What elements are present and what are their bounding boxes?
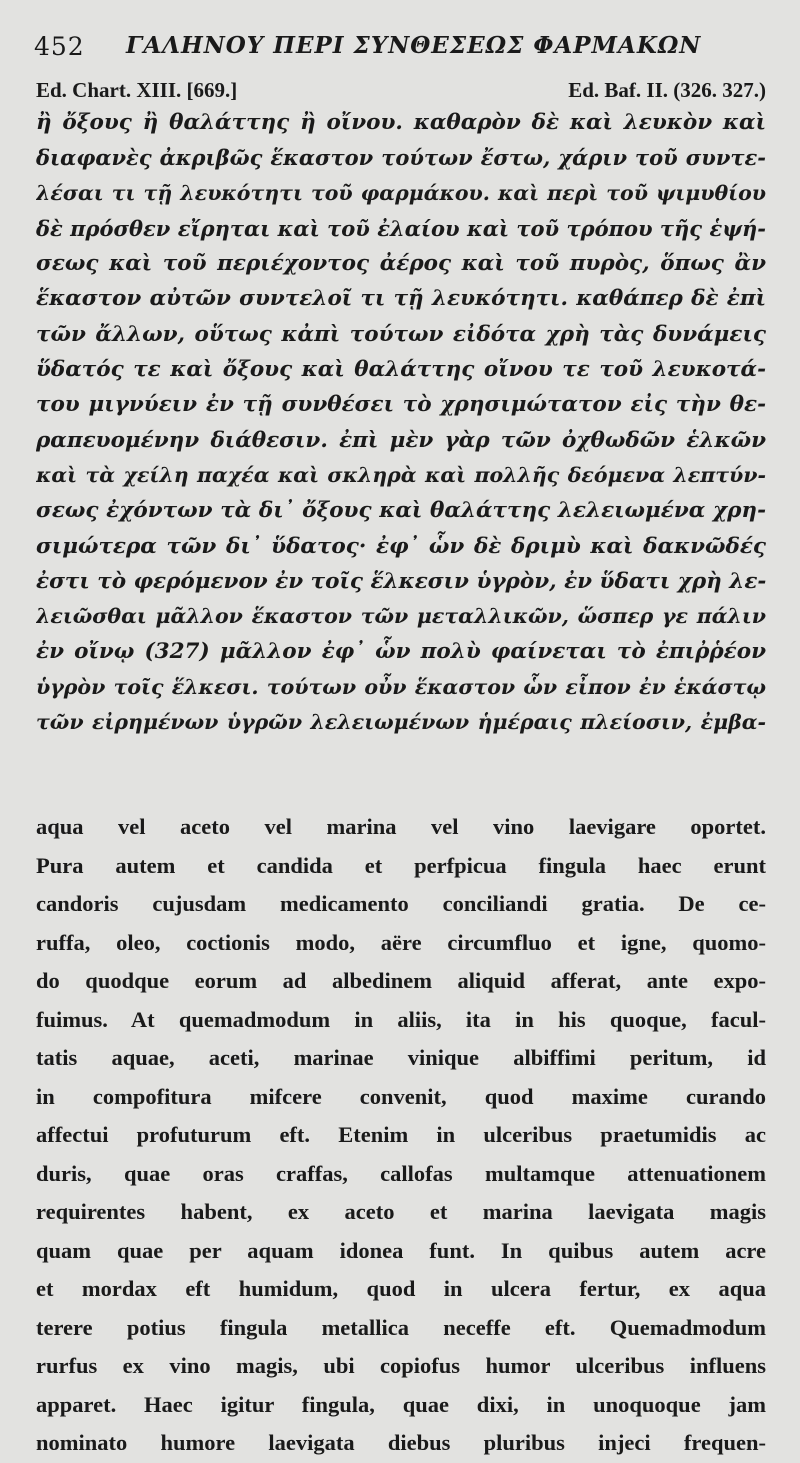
edition-chartier-reference: Ed. Chart. XIII. [669.] <box>36 78 238 102</box>
latin-text-line: tatis aquae, aceti, marinae vinique albiffimi peritum, id <box>36 1045 766 1070</box>
edition-reference-line <box>36 78 766 108</box>
greek-text-line: σιμώτερα τῶν δι᾽ ὕδατος· ἐφ᾽ ὧν δὲ δριμὺ καὶ δακνῶδές <box>36 533 766 559</box>
running-title: ΓΑΛΗΝΟΥ ΠΕΡΙ ΣΥΝΘΕΣΕΩΣ ΦΑΡΜΑΚΩΝ <box>126 32 702 59</box>
greek-text-line: δὲ πρόσθεν εἴρηται καὶ τοῦ ἐλαίου καὶ τοῦ τρόπου τῆς ἑψή- <box>36 215 766 241</box>
greek-text-line: διαφανὲς ἀκριβῶς ἕκαστον τούτων ἔστω, χάριν τοῦ συντε- <box>36 145 766 171</box>
greek-text-line: του μιγνύειν ἐν τῇ συνθέσει τὸ χρησιμώτατον εἰς τὴν θε- <box>36 392 766 418</box>
latin-text-line: nominato humore laevigata diebus pluribus injeci frequen- <box>36 1430 766 1455</box>
page-number: 452 <box>34 32 85 61</box>
greek-text-line: ἕκαστον αὐτῶν συντελοῖ τι τῇ λευκότητι. καθάπερ δὲ ἐπὶ <box>36 286 766 312</box>
greek-text-block <box>36 105 766 740</box>
latin-text-line: apparet. Haec igitur fingula, quae dixi, in unoquoque jam <box>36 1391 766 1417</box>
latin-text-line: Pura autem et candida et perfpicua fingula haec erunt <box>36 852 766 878</box>
greek-text-line: σεως ἐχόντων τὰ δι᾽ ὄξους καὶ θαλάττης λελειωμένα χρη- <box>36 498 766 524</box>
greek-text-line: καὶ τὰ χείλη παχέα καὶ σκληρὰ καὶ πολλῆς δεόμενα λεπτύν- <box>36 462 766 487</box>
running-header <box>34 28 774 64</box>
greek-text-line: λειῶσθαι μᾶλλον ἕκαστον τῶν μεταλλικῶν, ὥσπερ γε πάλιν <box>36 604 766 629</box>
latin-text-line: terere potius fingula metallica neceffe eft. Quemadmodum <box>36 1314 766 1340</box>
latin-text-line: et mordax eft humidum, quod in ulcera fertur, ex aqua <box>36 1276 766 1301</box>
greek-text-line: ὕδατός τε καὶ ὄξους καὶ θαλάττης οἴνου τε τοῦ λευκοτά- <box>36 357 766 383</box>
edition-basel-reference: Ed. Baf. II. (326. 327.) <box>568 78 766 102</box>
latin-text-line: affectui profuturum eft. Etenim in ulceribus praetumidis ac <box>36 1122 766 1147</box>
latin-text-block <box>36 808 766 1463</box>
greek-text-line: ὑγρὸν τοῖς ἕλκεσι. τούτων οὖν ἕκαστον ὧν εἶπον ἐν ἑκάστῳ <box>36 674 766 699</box>
latin-text-line: fuimus. At quemadmodum in aliis, ita in his quoque, facul- <box>36 1006 766 1032</box>
greek-text-line: ἐν οἴνῳ (327) μᾶλλον ἐφ᾽ ὧν πολὺ φαίνεται τὸ ἐπιῤῥέον <box>36 639 766 665</box>
greek-text-line: λέσαι τι τῇ λευκότητι τοῦ φαρμάκου. καὶ περὶ τοῦ ψιμυθίου <box>36 180 766 205</box>
latin-text-line: ruffa, oleo, coctionis modo, aëre circumfluo et igne, quomo- <box>36 929 766 955</box>
greek-text-line: τῶν ἄλλων, οὕτως κἀπὶ τούτων εἰδότα χρὴ τὰς δυνάμεις <box>36 321 766 347</box>
latin-text-line: quam quae per aquam idonea funt. In quibus autem acre <box>36 1237 766 1263</box>
greek-text-line: τῶν εἰρημένων ὑγρῶν λελειωμένων ἡμέραις πλείοσιν, ἐμβα- <box>36 710 766 735</box>
latin-text-line: duris, quae oras craffas, callofas multamque attenuationem <box>36 1160 766 1186</box>
latin-text-line: candoris cujusdam medicamento conciliandi gratia. De ce- <box>36 891 766 916</box>
greek-text-line: ραπευομένην διάθεσιν. ἐπὶ μὲν γὰρ τῶν ὀχθωδῶν ἑλκῶν <box>36 427 766 453</box>
latin-text-line: in compofitura mifcere convenit, quod maxime curando <box>36 1083 766 1109</box>
greek-text-line: σεως καὶ τοῦ περιέχοντος ἀέρος καὶ τοῦ πυρὸς, ὅπως ἂν <box>36 251 766 277</box>
latin-text-line: requirentes habent, ex aceto et marina laevigata magis <box>36 1199 766 1224</box>
latin-text-line: aqua vel aceto vel marina vel vino laevigare oportet. <box>36 814 766 839</box>
latin-text-line: do quodque eorum ad albedinem aliquid afferat, ante expo- <box>36 968 766 993</box>
greek-text-line: ἢ ὄξους ἢ θαλάττης ἢ οἴνου. καθαρὸν δὲ καὶ λευκὸν καὶ <box>36 110 766 135</box>
greek-text-line: ἐστι τὸ φερόμενον ἐν τοῖς ἕλκεσιν ὑγρὸν, ἐν ὕδατι χρὴ λε- <box>36 568 766 594</box>
latin-text-line: rurfus ex vino magis, ubi copiofus humor ulceribus influens <box>36 1353 766 1378</box>
